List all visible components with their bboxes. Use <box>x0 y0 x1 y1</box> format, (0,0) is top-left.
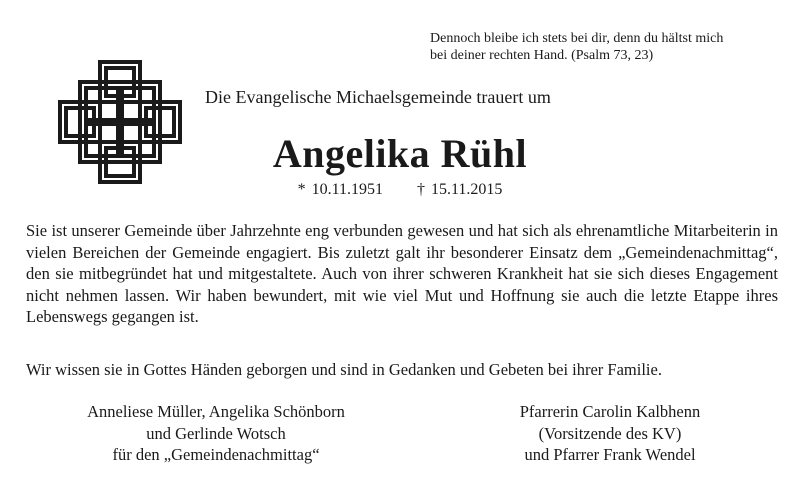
death-date: † 15.11.2015 <box>417 181 503 198</box>
obituary-text: Sie ist unserer Gemeinde über Jahrzehnte eng verbunden gewesen und hat sich als ehrenamtliche Mitarbeiterin in vielen Bereichen der Gemeinde engagiert. Bis zuletzt galt ihr besonderer Einsatz dem „Gemeindenachmittag“, den sie mitbegründet hat und mitgestaltete. Auch von ihrer schweren Krankheit hat sie sich dieses Engagement nicht nehmen lassen. Wir haben bewundert, mit wie viel Mut und Hoffnung sie auch die letzte Etappe ihres Lebenswegs gegangen ist. <box>26 221 778 326</box>
signature-line: und Gerlinde Wotsch <box>146 423 286 443</box>
signature-line: Pfarrerin Carolin Kalbhenn <box>519 402 701 421</box>
life-dates <box>0 180 800 200</box>
signature-line: Anneliese Müller, Angelika Schönborn <box>87 402 345 421</box>
psalm-line: Dennoch bleibe ich stets bei dir, denn du hältst mich <box>430 31 724 46</box>
psalm-quote <box>430 30 790 64</box>
psalm-line: bei deiner rechten Hand. (Psalm 73, 23) <box>430 48 654 63</box>
deceased-name: Angelika Rühl <box>272 131 528 176</box>
closing-text: Wir wissen sie in Gottes Händen geborgen und sind in Gedanken und Gebeten bei ihrer Familie. <box>26 360 662 379</box>
signature-line: für den „Gemeindenachmittag“ <box>112 445 320 464</box>
signature-line: und Pfarrer Frank Wendel <box>524 445 696 464</box>
birth-date: * 10.11.1951 <box>297 181 383 198</box>
signature-block-left <box>46 401 386 466</box>
signature-block-right <box>440 401 780 466</box>
intro-text: Die Evangelische Michaelsgemeinde trauert um <box>205 87 551 107</box>
signature-line: (Vorsitzende des KV) <box>538 423 682 443</box>
